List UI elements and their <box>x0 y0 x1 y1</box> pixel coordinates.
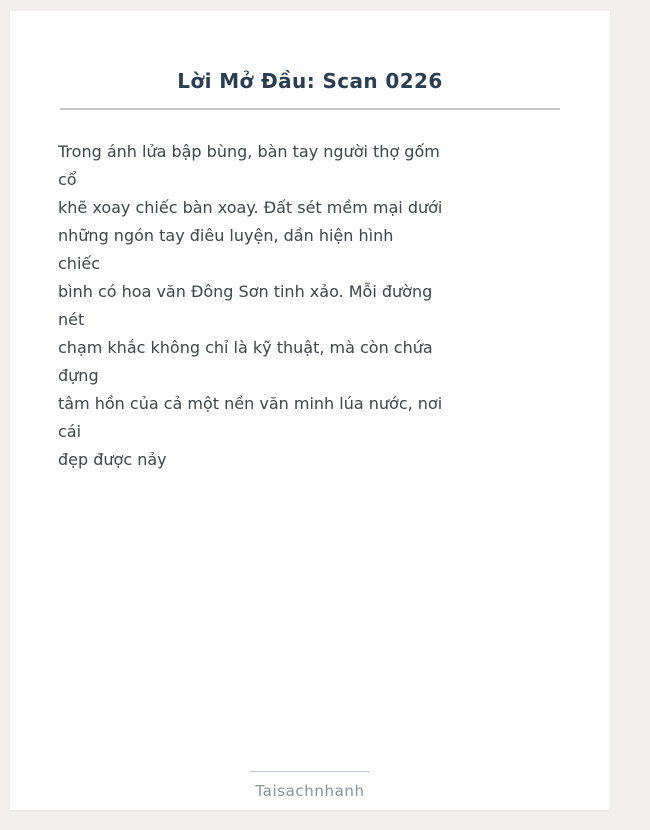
title-divider <box>60 108 560 110</box>
body-line: đựng <box>58 366 99 385</box>
document-page <box>10 11 610 810</box>
body-line: chạm khắc không chỉ là kỹ thuật, mà còn chứa <box>58 338 433 357</box>
publisher-name: Taisachnhanh <box>255 782 365 800</box>
page-title: Lời Mở Đầu: Scan 0226 <box>177 69 443 93</box>
footer-divider <box>250 771 370 772</box>
body-line: đẹp được nảy <box>58 450 167 469</box>
body-line: Trong ánh lửa bập bùng, bàn tay người thợ gốm <box>58 142 440 161</box>
body-line: chiếc <box>58 254 101 273</box>
body-line: cổ <box>58 170 77 189</box>
body-line: cái <box>58 422 82 441</box>
body-line: tâm hồn của cả một nền văn minh lúa nước, nơi <box>58 394 443 413</box>
body-line: những ngón tay điêu luyện, dần hiện hình <box>58 226 394 245</box>
body-line: bình có hoa văn Đông Sơn tinh xảo. Mỗi đường <box>58 282 433 301</box>
body-line: khẽ xoay chiếc bàn xoay. Đất sét mềm mại dưới <box>58 198 443 217</box>
body-text <box>58 138 570 474</box>
body-line: nét <box>58 310 85 329</box>
